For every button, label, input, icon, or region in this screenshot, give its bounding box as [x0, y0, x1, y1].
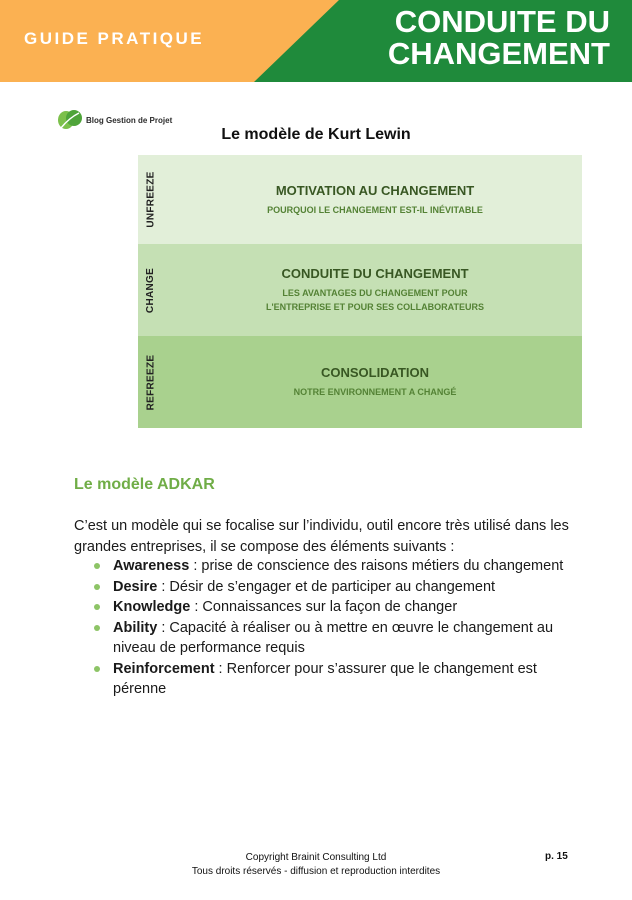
lewin-model-title: Le modèle de Kurt Lewin — [221, 126, 411, 143]
item-text: : Connaissances sur la façon de changer — [190, 599, 458, 615]
item-text: : prise de conscience des raisons métiers du changement — [189, 558, 564, 574]
adkar-section-title: Le modèle ADKAR — [74, 476, 215, 493]
bullet-icon — [94, 604, 100, 610]
list-item — [92, 597, 577, 618]
header-banner — [0, 0, 632, 82]
guide-label: GUIDE PRATIQUE — [24, 29, 205, 48]
stage-label: UNFREEZE — [145, 171, 157, 228]
stage-subtitle-line: LES AVANTAGES DU CHANGEMENT POUR — [282, 288, 468, 298]
list-item — [92, 556, 577, 577]
stage-subtitle — [168, 203, 582, 217]
list-item — [92, 659, 577, 700]
bullet-icon — [94, 584, 100, 590]
page-number: p. 15 — [545, 851, 568, 862]
item-text: : Capacité à réaliser ou à mettre en œuvre le changement au niveau de performance requis — [113, 619, 554, 656]
document-title — [310, 6, 610, 70]
item-term: Reinforcement — [113, 660, 215, 677]
document-title-line-2: CHANGEMENT — [387, 36, 610, 71]
lewin-diagram — [138, 155, 582, 428]
copyright-line: Copyright Brainit Consulting Ltd — [245, 852, 387, 863]
document-title-line-1: CONDUITE DU — [394, 4, 610, 39]
item-term: Awareness — [113, 558, 190, 574]
stage-title: CONDUITE DU CHANGEMENT — [281, 266, 469, 281]
item-term: Knowledge — [113, 599, 191, 615]
bullet-icon — [94, 666, 100, 672]
item-term: Ability — [113, 619, 158, 636]
page-footer — [0, 851, 632, 879]
item-text: : Renforcer pour s’assurer que le changement est pérenne — [113, 660, 537, 697]
stage-title: CONSOLIDATION — [320, 365, 430, 380]
stage-subtitle-line: L'ENTREPRISE ET POUR SES COLLABORATEURS — [266, 302, 484, 312]
bullet-icon — [94, 563, 100, 569]
stage-subtitle — [168, 385, 582, 399]
stage-label: REFREEZE — [145, 354, 157, 410]
rights-line: Tous droits réservés - diffusion et reproduction interdites — [191, 866, 441, 877]
logo-text: Blog Gestion de Projet — [86, 115, 173, 125]
item-text: : Désir de s’engager et de participer au changement — [157, 578, 496, 595]
stage-subtitle-line: NOTRE ENVIRONNEMENT A CHANGÉ — [293, 387, 457, 397]
list-item — [92, 618, 577, 659]
adkar-intro: C’est un modèle qui se focalise sur l’individu, outil encore très utilisé dans les grandes entreprises, il se compose des éléments suivants : — [74, 518, 569, 555]
stage-unfreeze — [138, 155, 582, 244]
stage-change — [138, 244, 582, 336]
stage-subtitle-line: POURQUOI LE CHANGEMENT EST-IL INÉVITABLE — [267, 204, 483, 215]
item-term: Desire — [113, 578, 158, 595]
bullet-icon — [94, 625, 100, 631]
stage-subtitle — [168, 286, 582, 314]
stage-label: CHANGE — [145, 267, 157, 313]
adkar-list — [92, 556, 577, 700]
stage-refreeze — [138, 336, 582, 428]
list-item — [92, 577, 577, 598]
stage-title: MOTIVATION AU CHANGEMENT — [275, 182, 475, 198]
